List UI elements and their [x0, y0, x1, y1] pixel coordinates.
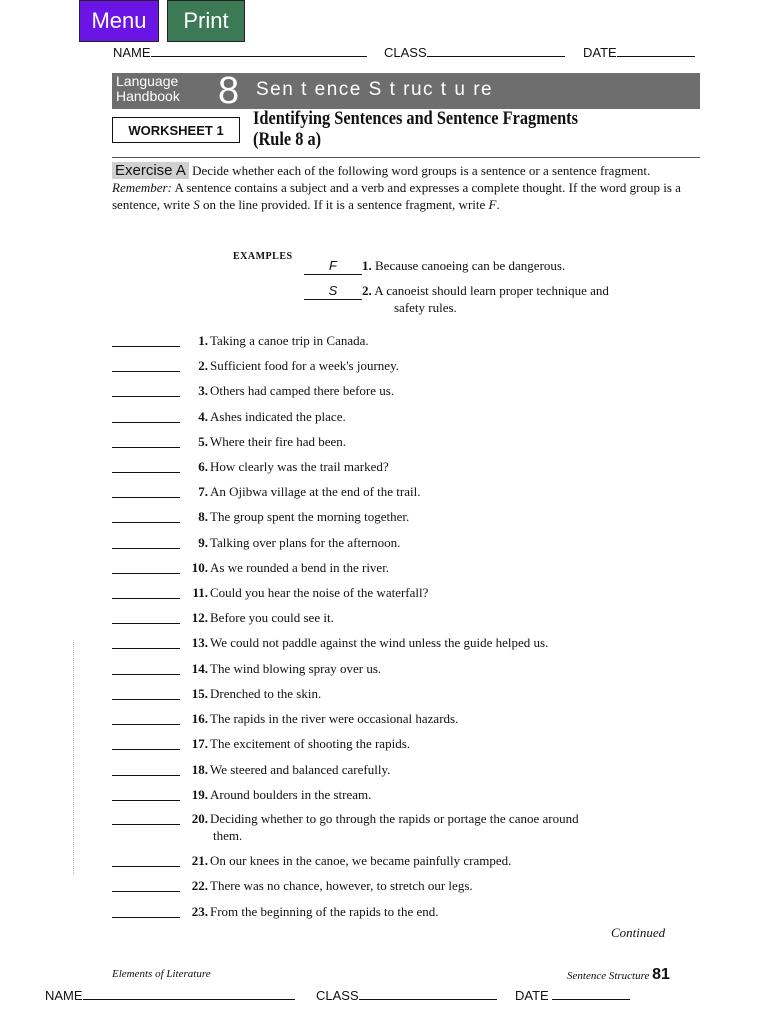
date-line[interactable]	[552, 987, 630, 1000]
item-text: Drenched to the skin.	[210, 686, 322, 701]
item-text: Deciding whether to go through the rapids or portage the canoe around	[210, 811, 579, 826]
item-text: The group spent the morning together.	[210, 509, 410, 524]
name-label: NAME	[45, 988, 83, 1003]
worksheet-title	[253, 108, 578, 150]
item-text: How clearly was the trail marked?	[210, 459, 389, 474]
item-number: 22.	[191, 878, 208, 893]
footer-book-title: Elements of Literature	[112, 968, 211, 980]
item-number: 18.	[191, 762, 208, 777]
instr-part-1: Decide whether each of the following word groups is a sentence or a sentence fragment.	[188, 163, 651, 178]
instr-part-2: A sentence contains a subject and a verb and expresses a complete thought. If the word group is a sentence, write	[112, 180, 681, 212]
date-label: DATE	[583, 45, 617, 60]
item-number: 23.	[191, 904, 208, 919]
print-button[interactable]: Print	[167, 0, 245, 42]
item-number: 5.	[198, 434, 208, 449]
item-text: An Ojibwa village at the end of the trail.	[210, 484, 421, 499]
item-number: 20.	[191, 811, 208, 826]
item-text: As we rounded a bend in the river.	[210, 560, 390, 575]
item-text: Taking a canoe trip in Canada.	[210, 333, 369, 348]
example-text: A canoeist should learn proper technique and	[371, 283, 609, 298]
chapter-banner	[112, 70, 700, 112]
menu-button[interactable]: Menu	[79, 0, 159, 42]
item-number: 19.	[191, 787, 208, 802]
instr-part-4: .	[496, 197, 500, 212]
class-label: CLASS	[384, 45, 427, 60]
instr-part-3: on the line provided. If it is a sentence fragment, write	[199, 197, 489, 212]
page-number: 81	[652, 966, 670, 983]
item-number: 6.	[198, 459, 208, 474]
example-answer: F	[304, 258, 362, 275]
example-number: 2.	[362, 283, 372, 298]
class-field-bottom	[316, 987, 497, 1003]
name-field-bottom	[45, 987, 295, 1003]
class-line[interactable]	[359, 987, 497, 1000]
chapter-number: 8	[218, 70, 240, 112]
exercise-instructions	[112, 162, 702, 213]
item-number: 15.	[191, 686, 208, 701]
item-number: 8.	[198, 509, 208, 524]
margin-mark	[73, 640, 75, 875]
footer-section	[567, 966, 670, 984]
item-text: From the beginning of the rapids to the end.	[210, 904, 439, 919]
example-text-continued: safety rules.	[394, 300, 457, 315]
example-row	[304, 258, 565, 275]
divider	[112, 157, 700, 158]
s-letter: S	[193, 197, 200, 212]
item-text: On our knees in the canoe, we became painfully cramped.	[210, 853, 512, 868]
date-field-bottom	[515, 987, 630, 1003]
date-line[interactable]	[617, 44, 695, 57]
item-number: 2.	[198, 358, 208, 373]
item-number: 4.	[198, 409, 208, 424]
item-number: 17.	[191, 736, 208, 751]
name-label: NAME	[113, 45, 151, 60]
item-text: Sufficient food for a week's journey.	[210, 358, 399, 373]
item-text: The rapids in the river were occasional hazards.	[210, 711, 459, 726]
item-number: 12.	[191, 610, 208, 625]
item-number: 11.	[192, 585, 208, 600]
worksheet-title-line1: Identifying Sentences and Sentence Fragments	[253, 108, 578, 129]
example-row	[304, 283, 609, 300]
date-field	[583, 44, 695, 60]
item-number: 10.	[191, 560, 208, 575]
item-number: 21.	[191, 853, 208, 868]
remember-label: Remember:	[112, 180, 172, 195]
item-text-continued: them.	[213, 828, 243, 843]
examples-label: EXAMPLES	[233, 251, 293, 262]
item-number: 16.	[191, 711, 208, 726]
item-number: 13.	[191, 635, 208, 650]
item-text: Others had camped there before us.	[210, 383, 395, 398]
footer-section-title: Sentence Structure	[567, 970, 650, 982]
chapter-title: Sen t ence S t ruc t u re	[256, 79, 494, 100]
item-text: Before you could see it.	[210, 610, 334, 625]
item-text: There was no chance, however, to stretch our legs.	[210, 878, 473, 893]
example-text: Because canoeing can be dangerous.	[371, 258, 566, 273]
banner-language: Language	[116, 73, 179, 89]
name-line[interactable]	[151, 44, 367, 57]
worksheet-label: WORKSHEET 1	[112, 117, 240, 143]
name-field	[113, 44, 367, 60]
continued-label: Continued	[611, 925, 666, 940]
item-text: Talking over plans for the afternoon.	[210, 535, 401, 550]
class-field	[384, 44, 565, 60]
item-number: 14.	[191, 661, 208, 676]
item-number: 3.	[198, 383, 208, 398]
class-label: CLASS	[316, 988, 359, 1003]
example-answer: S	[304, 283, 362, 300]
item-text: Ashes indicated the place.	[210, 409, 346, 424]
item-text: The wind blowing spray over us.	[210, 661, 382, 676]
item-text: Could you hear the noise of the waterfall?	[210, 585, 429, 600]
name-line[interactable]	[83, 987, 295, 1000]
exercise-label: Exercise A	[112, 162, 189, 179]
item-number: 7.	[198, 484, 208, 499]
item-text: Where their fire had been.	[210, 434, 347, 449]
worksheet-title-line2: (Rule 8 a)	[253, 129, 322, 150]
item-text: The excitement of shooting the rapids.	[210, 736, 411, 751]
example-number: 1.	[362, 258, 372, 273]
item-number: 1.	[198, 333, 208, 348]
item-number: 9.	[198, 535, 208, 550]
item-text: Around boulders in the stream.	[210, 787, 372, 802]
class-line[interactable]	[427, 44, 565, 57]
item-text: We could not paddle against the wind unless the guide helped us.	[210, 635, 549, 650]
date-label: DATE	[515, 988, 549, 1003]
item-text: We steered and balanced carefully.	[210, 762, 391, 777]
f-letter: F	[488, 197, 497, 212]
banner-handbook: Handbook	[116, 88, 180, 104]
